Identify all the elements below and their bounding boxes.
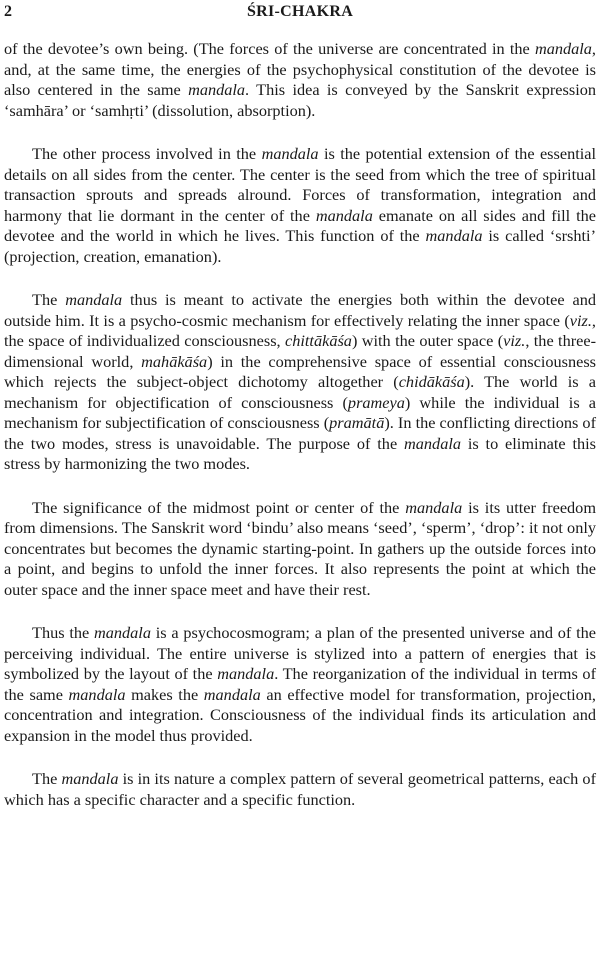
paragraph	[4, 769, 596, 810]
text-run: , and, at the same time, the energies of the psychophysical constitution of the devotee is also centered in the same	[4, 39, 596, 99]
italic-term: mandala	[61, 769, 119, 788]
page-number: 2	[4, 3, 13, 20]
text-run: ) with the outer space (	[351, 331, 504, 350]
text-run: is its utter freedom from dimensions. The Sanskrit word ‘bindu’ also means ‘seed’, ‘sperm’, ‘drop’: it not only concentrates but becomes the dynamic starting-point. In gathers up the outside forces into a point, and begins to unfold the inner forces. It also represents the point at which the outer space and the inner space meet and have their rest.	[4, 497, 596, 599]
text-run: emanate on all sides and fill the devotee and the world in which he lives. This function of the	[4, 205, 597, 245]
text-run: ) in the comprehensive space of essential consciousness which rejects the subject-object dichotomy altogether (	[4, 351, 597, 391]
italic-term: mahākāśa	[141, 351, 208, 371]
italic-term: mandala	[93, 623, 151, 642]
text-run: ) while the individual is a mechanism for subjectification of consciousness (	[4, 392, 596, 432]
text-run: is called ‘srshti’ (projection, creation, emanation).	[4, 226, 596, 266]
text-run: . The reorganization of the individual in terms of the same	[4, 664, 596, 704]
text-run: The	[32, 769, 62, 788]
text-run: is a psychocosmogram; a plan of the presented universe and of the perceiving individual. The entire universe is stylized into a pattern of energies that is symbolized by the layout of the	[4, 623, 597, 683]
paragraph	[4, 623, 596, 746]
italic-term: mandala	[534, 39, 592, 58]
page-header	[4, 3, 596, 25]
paragraph	[4, 144, 596, 267]
text-run: an effective model for transformation, projection, concentration and integration. Consciousness of the individual finds its articulation and expansion in the model thus provided.	[4, 684, 596, 745]
body-text	[4, 39, 596, 833]
text-run: The significance of the midmost point or center of the	[32, 497, 406, 517]
italic-term: mandala	[425, 226, 483, 245]
text-run: makes the	[125, 684, 204, 704]
running-title: ŚRI-CHAKRA	[246, 3, 354, 20]
text-run: of the devotee’s own being. (The forces of the universe are concentrated in the	[4, 39, 535, 58]
text-run: The	[32, 290, 66, 309]
paragraph	[4, 39, 596, 121]
text-run: ). The world is a mechanism for objectification of consciousness (	[4, 372, 596, 412]
italic-term: mandala	[217, 664, 275, 683]
text-run: The other process involved in the	[32, 144, 262, 163]
italic-term: mandala	[68, 684, 126, 704]
paragraph	[4, 290, 596, 475]
text-run: ). In the conflicting directions of the two modes, stress is unavoidable. The purpose of the	[4, 413, 596, 453]
italic-term: chittākāśa	[285, 331, 352, 350]
text-run: , the space of individualized consciousness,	[4, 310, 596, 350]
paragraph	[4, 498, 596, 601]
italic-term: prameya	[347, 392, 405, 412]
italic-term: mandala	[405, 497, 463, 517]
text-run: is to eliminate this stress by harmonizing the two modes.	[4, 433, 596, 473]
italic-term: mandala	[65, 290, 123, 309]
italic-term: mandala	[261, 144, 319, 163]
text-run: . This idea is conveyed by the Sanskrit expression ‘samhāra’ or ‘samhṛti’ (dissolution, absorption).	[4, 80, 596, 120]
italic-term: mandala	[404, 433, 461, 453]
italic-term: pramātā	[329, 413, 385, 432]
text-run: is the potential extension of the essential details on all sides from the center. The center is the seed from which the tree of spiritual transaction sprouts and spreads alround. Forces of transformation, integration and harmony that lie dormant in the center of the	[4, 144, 597, 225]
text-run: , the three-dimensional world,	[4, 331, 597, 371]
text-run: thus is meant to activate the energies both within the devotee and outside him. It is a psycho-cosmic mechanism for effectively relating the inner space (	[4, 290, 596, 330]
italic-term: mandala	[203, 684, 261, 704]
italic-term: viz.	[503, 331, 526, 350]
text-run: is in its nature a complex pattern of several geometrical patterns, each of which has a specific character and a specific function.	[4, 769, 596, 809]
italic-term: chidākāśa	[398, 372, 465, 391]
text-run: Thus the	[32, 623, 94, 642]
italic-term: mandala	[315, 205, 373, 225]
italic-term: viz.	[569, 310, 592, 330]
italic-term: mandala	[188, 80, 246, 99]
